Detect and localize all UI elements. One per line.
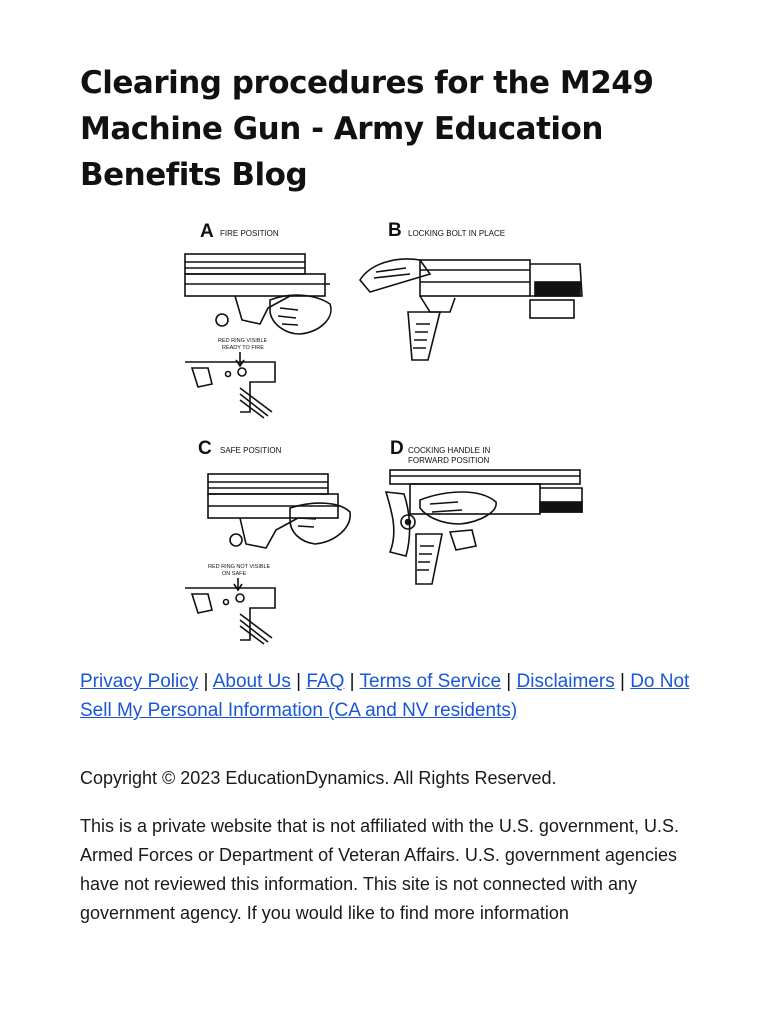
panel-c-gun-drawing <box>208 474 350 548</box>
panel-d <box>386 438 582 584</box>
link-separator: | <box>619 671 625 692</box>
terms-of-service-link[interactable]: Terms of Service <box>359 671 502 692</box>
disclaimers-link[interactable]: Disclaimers <box>516 671 615 692</box>
panel-c-letter: C <box>198 438 212 459</box>
link-separator: | <box>203 671 209 692</box>
panel-c-receiver-detail <box>185 578 275 644</box>
panel-b <box>360 220 582 360</box>
copyright-text: Copyright © 2023 EducationDynamics. All Rights Reserved. <box>80 768 557 788</box>
link-separator: | <box>506 671 512 692</box>
panel-a-receiver-detail <box>185 352 275 418</box>
do-not-sell-link[interactable]: Do Not Sell My Personal Information (CA and NV residents) <box>80 671 690 721</box>
panel-a-callout-line2: READY TO FIRE <box>222 345 264 351</box>
disclaimer-text: This is a private website that is not affiliated with the U.S. government, U.S. Armed Forces or Department of Veteran Affairs. U.S. government agencies have not reviewed this information. This site is not connected with any government agency. If you would like to find more information <box>80 816 679 923</box>
panel-c <box>185 438 350 644</box>
privacy-policy-link[interactable]: Privacy Policy <box>80 671 199 692</box>
panel-a <box>185 221 331 418</box>
panel-d-gun-drawing <box>386 470 582 584</box>
panel-d-caption-line1: COCKING HANDLE IN <box>408 446 491 455</box>
m249-clearing-illustration <box>180 212 590 652</box>
panel-c-caption: SAFE POSITION <box>220 446 282 455</box>
faq-link[interactable]: FAQ <box>306 671 345 692</box>
panel-a-caption: FIRE POSITION <box>220 229 279 238</box>
panel-b-letter: B <box>388 220 402 241</box>
panel-a-letter: A <box>200 221 214 242</box>
panel-d-letter: D <box>390 438 404 459</box>
link-separator: | <box>349 671 355 692</box>
panel-c-callout-line1: RED RING NOT VISIBLE <box>208 564 271 570</box>
link-separator: | <box>296 671 302 692</box>
footer-links <box>80 667 700 725</box>
panel-b-gun-drawing <box>360 259 582 360</box>
page-title: Clearing procedures for the M249 Machine Gun - Army Education Benefits Blog <box>80 65 654 193</box>
panel-a-gun-drawing <box>185 254 331 334</box>
panel-b-caption: LOCKING BOLT IN PLACE <box>408 229 506 238</box>
panel-d-caption-line2: FORWARD POSITION <box>408 456 490 465</box>
panel-a-callout-line1: RED RING VISIBLE <box>218 338 268 344</box>
about-us-link[interactable]: About Us <box>212 671 291 692</box>
panel-c-callout-line2: ON SAFE <box>222 571 247 577</box>
